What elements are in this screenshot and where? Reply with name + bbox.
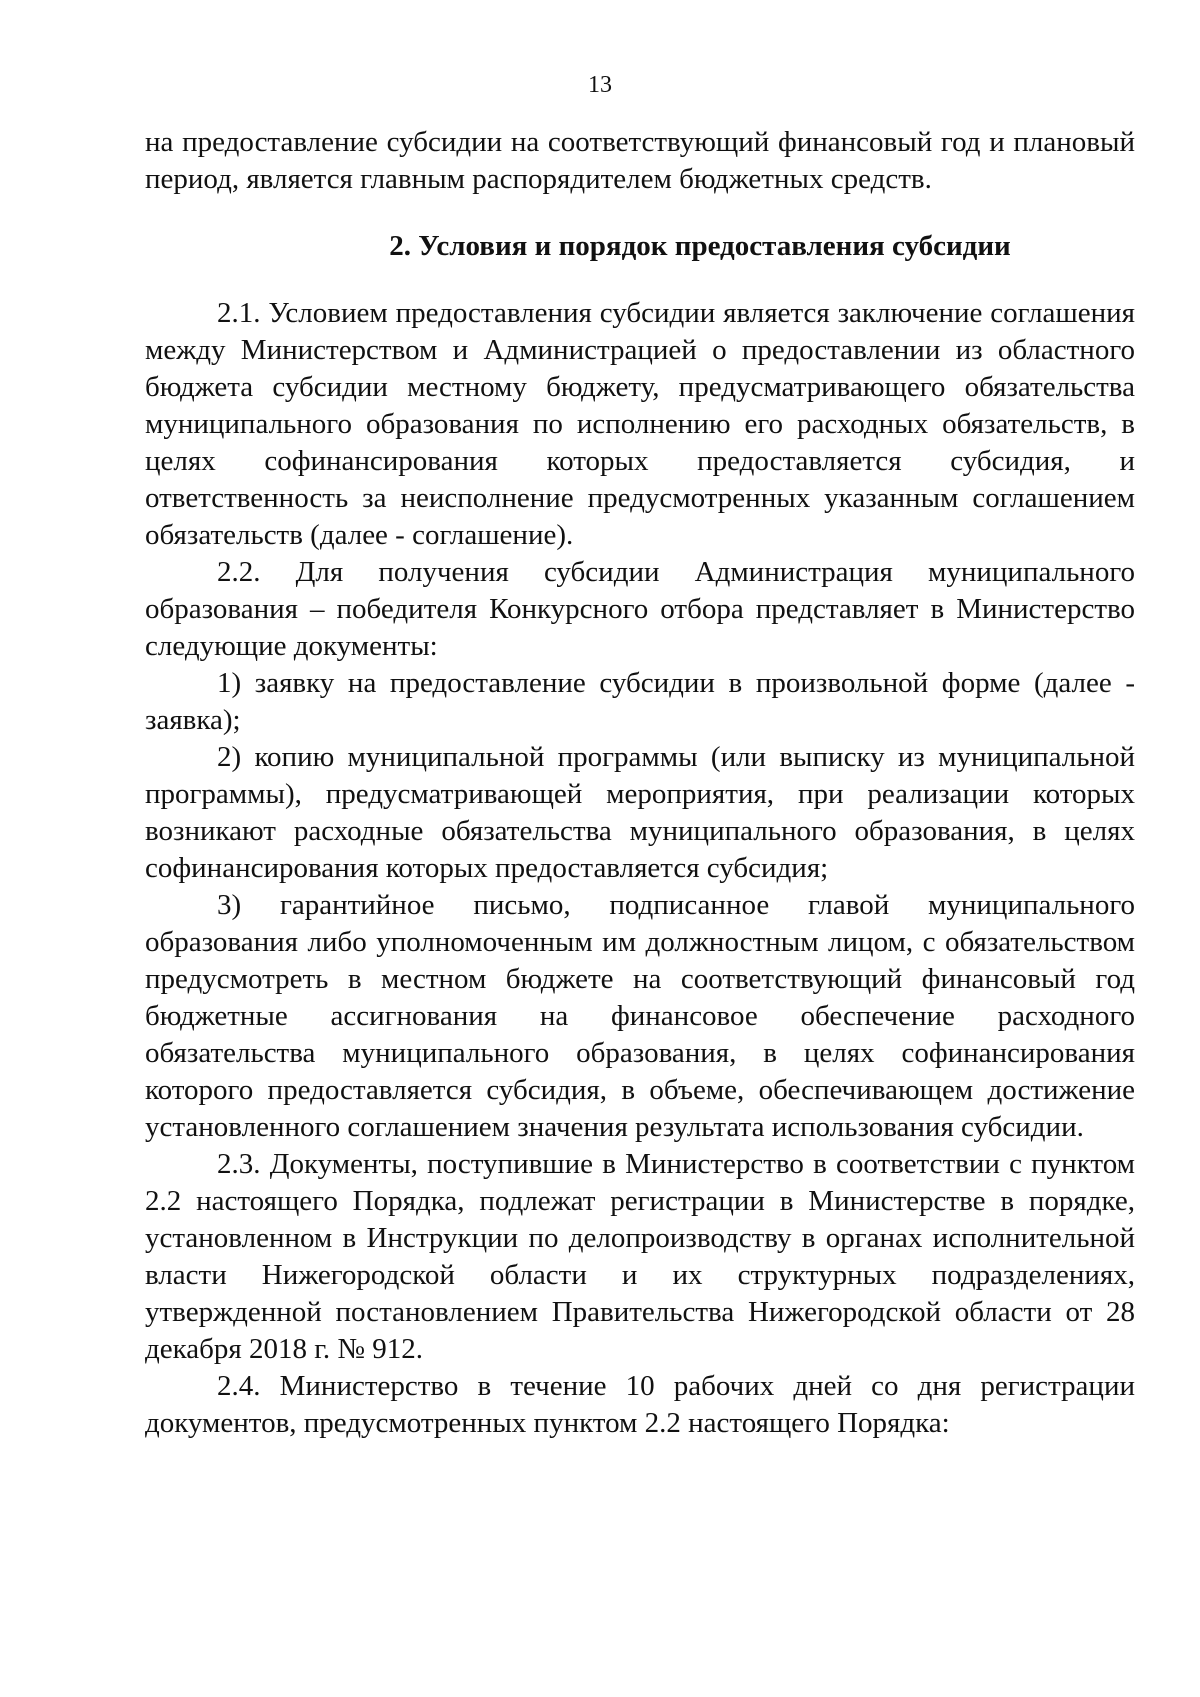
paragraph-2-2: 2.2. Для получения субсидии Администрация муниципального образования – победителя Конкурсного отбора представляет в Министерство следующие документы: xyxy=(145,556,1135,662)
document-body xyxy=(145,124,1135,1442)
paragraph-2-3: 2.3. Документы, поступившие в Министерство в соответствии с пунктом 2.2 настоящего Порядка, подлежат регистрации в Министерстве в порядке, установленном в Инструкции по делопроизводству в органах исполнительной власти Нижегородской области и их структурных подразделениях, утвержденной постановлением Правительства Нижегородской области от 28 декабря 2018 г. № 912. xyxy=(145,1148,1135,1365)
page-number: 13 xyxy=(588,72,612,98)
section-heading: 2. Условия и порядок предоставления субсидии xyxy=(389,230,1011,262)
paragraph-2-1: 2.1. Условием предоставления субсидии является заключение соглашения между Министерством и Администрацией о предоставлении из областного бюджета субсидии местному бюджету, предусматривающего обязательства муниципального образования по исполнению его расходных обязательств, в целях софинансирования которых предоставляется субсидия, и ответственность за неисполнение предусмотренных указанным соглашением обязательств (далее - соглашение). xyxy=(145,297,1135,551)
paragraph-2-4: 2.4. Министерство в течение 10 рабочих дней со дня регистрации документов, предусмотренных пунктом 2.2 настоящего Порядка: xyxy=(145,1370,1135,1439)
list-item-1: 1) заявку на предоставление субсидии в произвольной форме (далее - заявка); xyxy=(145,667,1135,736)
intro-paragraph: на предоставление субсидии на соответствующий финансовый год и плановый период, является главным распорядителем бюджетных средств. xyxy=(145,126,1135,195)
list-item-3: 3) гарантийное письмо, подписанное главой муниципального образования либо уполномоченным им должностным лицом, с обязательством предусмотреть в местном бюджете на соответствующий финансовый год бюджетные ассигнования на финансовое обеспечение расходного обязательства муниципального образования, в целях софинансирования которого предоставляется субсидия, в объеме, обеспечивающем достижение установленного соглашением значения результата использования субсидии. xyxy=(145,889,1135,1143)
list-item-2: 2) копию муниципальной программы (или выписку из муниципальной программы), предусматривающей мероприятия, при реализации которых возникают расходные обязательства муниципального образования, в целях софинансирования которых предоставляется субсидия; xyxy=(145,741,1135,884)
